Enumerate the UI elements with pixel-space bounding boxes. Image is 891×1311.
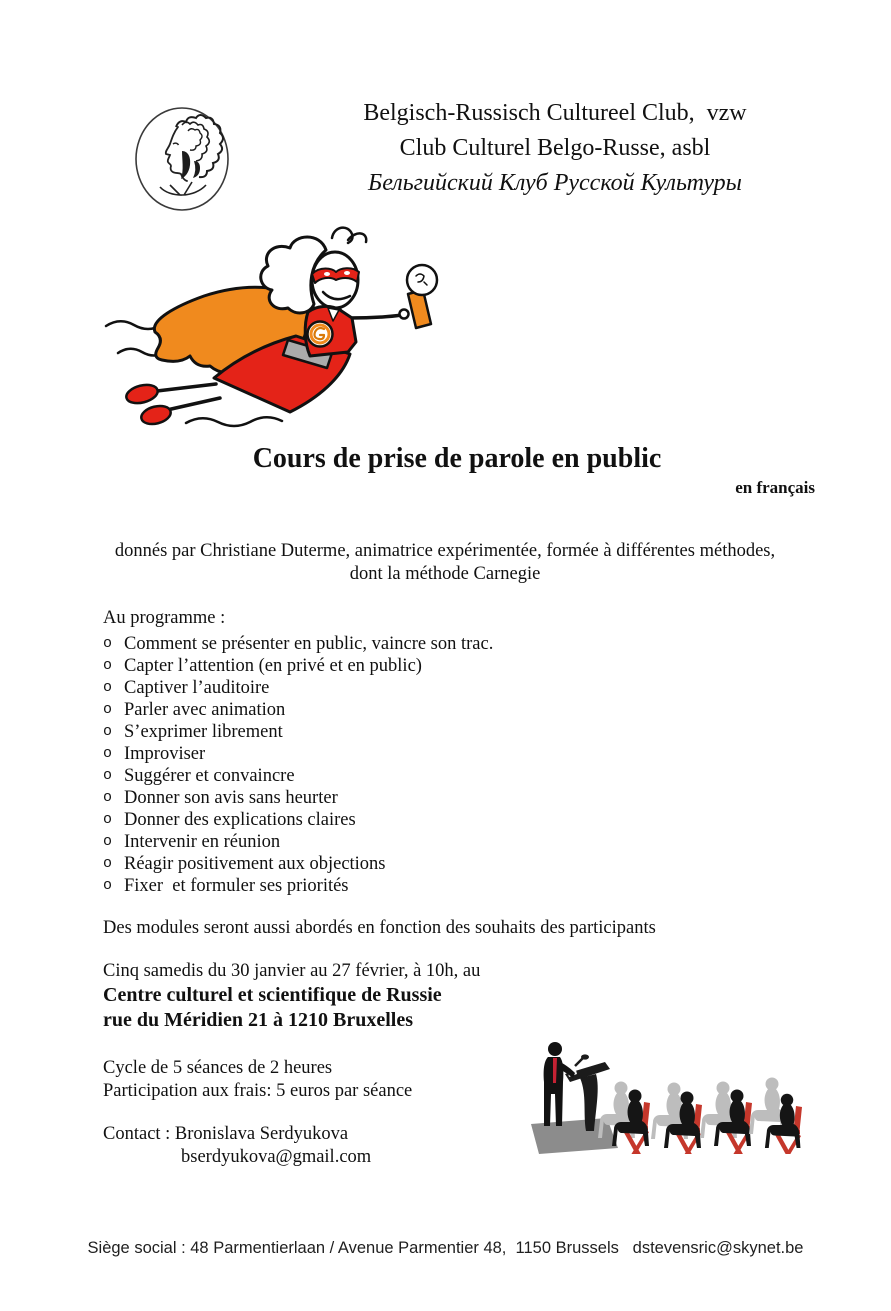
program-item <box>103 743 723 765</box>
language-note: en français <box>735 478 815 497</box>
program-item-label: Captiver l’auditoire <box>124 678 270 698</box>
contact-section <box>103 1123 583 1168</box>
program-item <box>103 831 723 853</box>
bullet-marker: o <box>103 833 113 850</box>
program-item <box>103 853 723 875</box>
program-item-label: Intervenir en réunion <box>124 832 281 852</box>
program-heading: Au programme : <box>103 608 226 628</box>
program-item <box>103 699 723 721</box>
bullet-marker: o <box>103 679 113 696</box>
org-header <box>295 96 815 201</box>
program-item-label: Comment se présenter en public, vaincre son trac. <box>124 634 494 654</box>
contact-name: Contact : Bronislava Serdyukova <box>103 1124 349 1144</box>
bullet-marker: o <box>103 657 113 674</box>
speaker-audience-illustration <box>523 1036 813 1154</box>
bullet-marker: o <box>103 877 113 894</box>
superhero-illustration <box>98 226 470 444</box>
bullet-marker: o <box>103 635 113 652</box>
footer-address: Siège social : 48 Parmentierlaan / Avenue Parmentier 48, 1150 Brussels dstevensric@skynet.be <box>87 1239 804 1257</box>
program-item <box>103 765 723 787</box>
bullet-marker: o <box>103 745 113 762</box>
program-item-label: Donner des explications claires <box>124 810 356 830</box>
cycle-info: Cycle de 5 séances de 2 heures <box>103 1058 333 1078</box>
venue-name: Centre culturel et scientifique de Russie <box>103 984 442 1006</box>
program-item-label: Capter l’attention (en privé et en public) <box>124 656 422 676</box>
program-list <box>103 633 723 897</box>
program-item-label: S’exprimer librement <box>124 722 283 742</box>
bullet-marker: o <box>103 789 113 806</box>
pricing-section <box>103 1057 583 1102</box>
program-item-label: Fixer et formuler ses priorités <box>124 876 349 896</box>
bullet-marker: o <box>103 767 113 784</box>
org-name-french: Club Culturel Belgo-Russe, asbl <box>399 135 711 161</box>
trainer-intro-line2: dont la méthode Carnegie <box>349 564 541 584</box>
program-item <box>103 655 723 677</box>
modules-note: Des modules seront aussi abordés en fonction des souhaits des participants <box>103 918 656 938</box>
bullet-marker: o <box>103 723 113 740</box>
program-item <box>103 677 723 699</box>
program-item <box>103 809 723 831</box>
fee-info: Participation aux frais: 5 euros par séance <box>103 1080 413 1101</box>
program-item <box>103 875 723 897</box>
program-item-label: Suggérer et convaincre <box>124 766 295 786</box>
program-item-label: Improviser <box>124 744 206 764</box>
org-name-russian: Бельгийский Клуб Русской Культуры <box>368 170 742 196</box>
contact-email: bserdyukova@gmail.com <box>181 1146 372 1167</box>
bullet-marker: o <box>103 811 113 828</box>
schedule-section <box>103 960 703 1033</box>
program-item <box>103 787 723 809</box>
org-name-dutch: Belgisch-Russisch Cultureel Club, vzw <box>363 100 747 126</box>
venue-address: rue du Méridien 21 à 1210 Bruxelles <box>103 1009 413 1031</box>
pushkin-logo-icon <box>132 105 233 213</box>
program-item <box>103 721 723 743</box>
bullet-marker: o <box>103 701 113 718</box>
program-item-label: Réagir positivement aux objections <box>124 854 386 874</box>
program-item <box>103 633 723 655</box>
trainer-intro-line1: donnés par Christiane Duterme, animatrice expérimentée, formée à différentes méthodes, <box>114 541 776 561</box>
program-item-label: Donner son avis sans heurter <box>124 788 338 808</box>
course-title: Cours de prise de parole en public <box>252 443 662 474</box>
bullet-marker: o <box>103 855 113 872</box>
trainer-intro <box>50 540 840 586</box>
schedule-dates: Cinq samedis du 30 janvier au 27 février, à 10h, au <box>103 961 481 981</box>
program-item-label: Parler avec animation <box>124 700 286 720</box>
program-section <box>103 607 723 897</box>
